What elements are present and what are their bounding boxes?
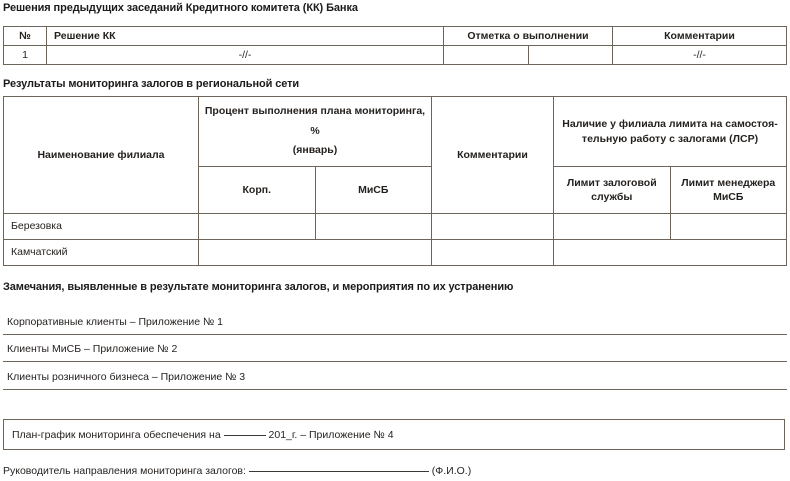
cell-lsr-merged[interactable] <box>554 240 787 266</box>
lsr-line-1: Наличие у филиала лимита на самостоя- <box>562 118 778 131</box>
cell-limit-pledge-service[interactable] <box>554 214 671 240</box>
signature-line <box>3 465 471 477</box>
column-header-korp: Корп. <box>199 167 316 214</box>
note-item-corporate-clients[interactable]: Корпоративные клиенты – Приложение № 1 <box>7 316 224 328</box>
cell-misb[interactable] <box>315 214 432 240</box>
table-row <box>4 214 787 240</box>
limit-manager-misb-line-2: МиСБ <box>713 191 744 203</box>
plan-schedule-blank-field[interactable] <box>224 435 266 436</box>
column-header-number: № <box>4 27 47 46</box>
cell-branch-name: Камчатский <box>4 240 199 266</box>
plan-percent-line-2: % <box>310 124 320 137</box>
table-header-row <box>4 27 787 46</box>
limit-pledge-service-line-2: службы <box>591 191 633 203</box>
table-monitoring-results <box>3 96 787 266</box>
heading-remarks: Замечания, выявленные в результате мониторинга залогов, и мероприятия по их устранению <box>3 281 514 293</box>
note-item-misb-clients[interactable]: Клиенты МиСБ – Приложение № 2 <box>7 343 178 355</box>
plan-schedule-text-middle: 201_г. – Приложение № 4 <box>268 429 394 441</box>
cell-limit-manager-misb[interactable] <box>670 214 787 240</box>
limit-manager-misb-line-1: Лимит менеджера <box>681 176 776 189</box>
signature-blank-field[interactable] <box>249 471 429 472</box>
table-credit-committee-decisions <box>3 26 787 65</box>
cell-execution-mark-a[interactable] <box>444 46 529 65</box>
plan-schedule-text-before: План-график мониторинга обеспечения на <box>12 429 221 441</box>
column-header-limit-pledge-service <box>554 167 671 214</box>
note-item-retail-clients[interactable]: Клиенты розничного бизнеса – Приложение № 3 <box>7 371 246 383</box>
heading-monitoring-results: Результаты мониторинга залогов в региональной сети <box>3 78 300 90</box>
plan-schedule-box <box>3 419 785 450</box>
column-header-misb: МиСБ <box>315 167 432 214</box>
note-rule <box>3 334 787 335</box>
column-header-branch-name: Наименование филиала <box>4 97 199 214</box>
heading-credit-committee-decisions: Решения предыдущих заседаний Кредитного комитета (КК) Банка <box>3 2 358 14</box>
plan-percent-line-3: (январь) <box>292 144 338 157</box>
column-header-plan-percent <box>199 97 432 167</box>
column-header-execution-mark: Отметка о выполнении <box>444 27 613 46</box>
note-rule <box>3 361 787 362</box>
lsr-line-2: тельную работу с залогами (ЛСР) <box>581 132 759 145</box>
table-row <box>4 240 787 266</box>
cell-korp[interactable] <box>199 214 316 240</box>
column-header-comments: Комментарии <box>613 27 787 46</box>
column-header-comments: Комментарии <box>432 97 554 214</box>
cell-comments[interactable] <box>432 240 554 266</box>
table-row <box>4 46 787 65</box>
cell-comments[interactable]: -//- <box>613 46 787 65</box>
cell-branch-name: Березовка <box>4 214 199 240</box>
note-rule <box>3 389 787 390</box>
cell-row-number: 1 <box>4 46 47 65</box>
column-header-decision: Решение КК <box>47 27 444 46</box>
cell-decision[interactable]: -//- <box>47 46 444 65</box>
plan-percent-line-1: Процент выполнения плана мониторинга, <box>204 105 426 118</box>
cell-percent-merged[interactable] <box>199 240 432 266</box>
cell-comments[interactable] <box>432 214 554 240</box>
signature-fio-hint: (Ф.И.О.) <box>431 465 472 477</box>
column-header-lsr <box>554 97 787 167</box>
table-header-row-primary <box>4 97 787 167</box>
column-header-limit-manager-misb <box>670 167 787 214</box>
cell-execution-mark-b[interactable] <box>528 46 613 65</box>
limit-pledge-service-line-1: Лимит залоговой <box>566 176 657 189</box>
signature-label: Руководитель направления мониторинга залогов: <box>3 465 246 477</box>
plan-schedule-text <box>12 429 394 441</box>
